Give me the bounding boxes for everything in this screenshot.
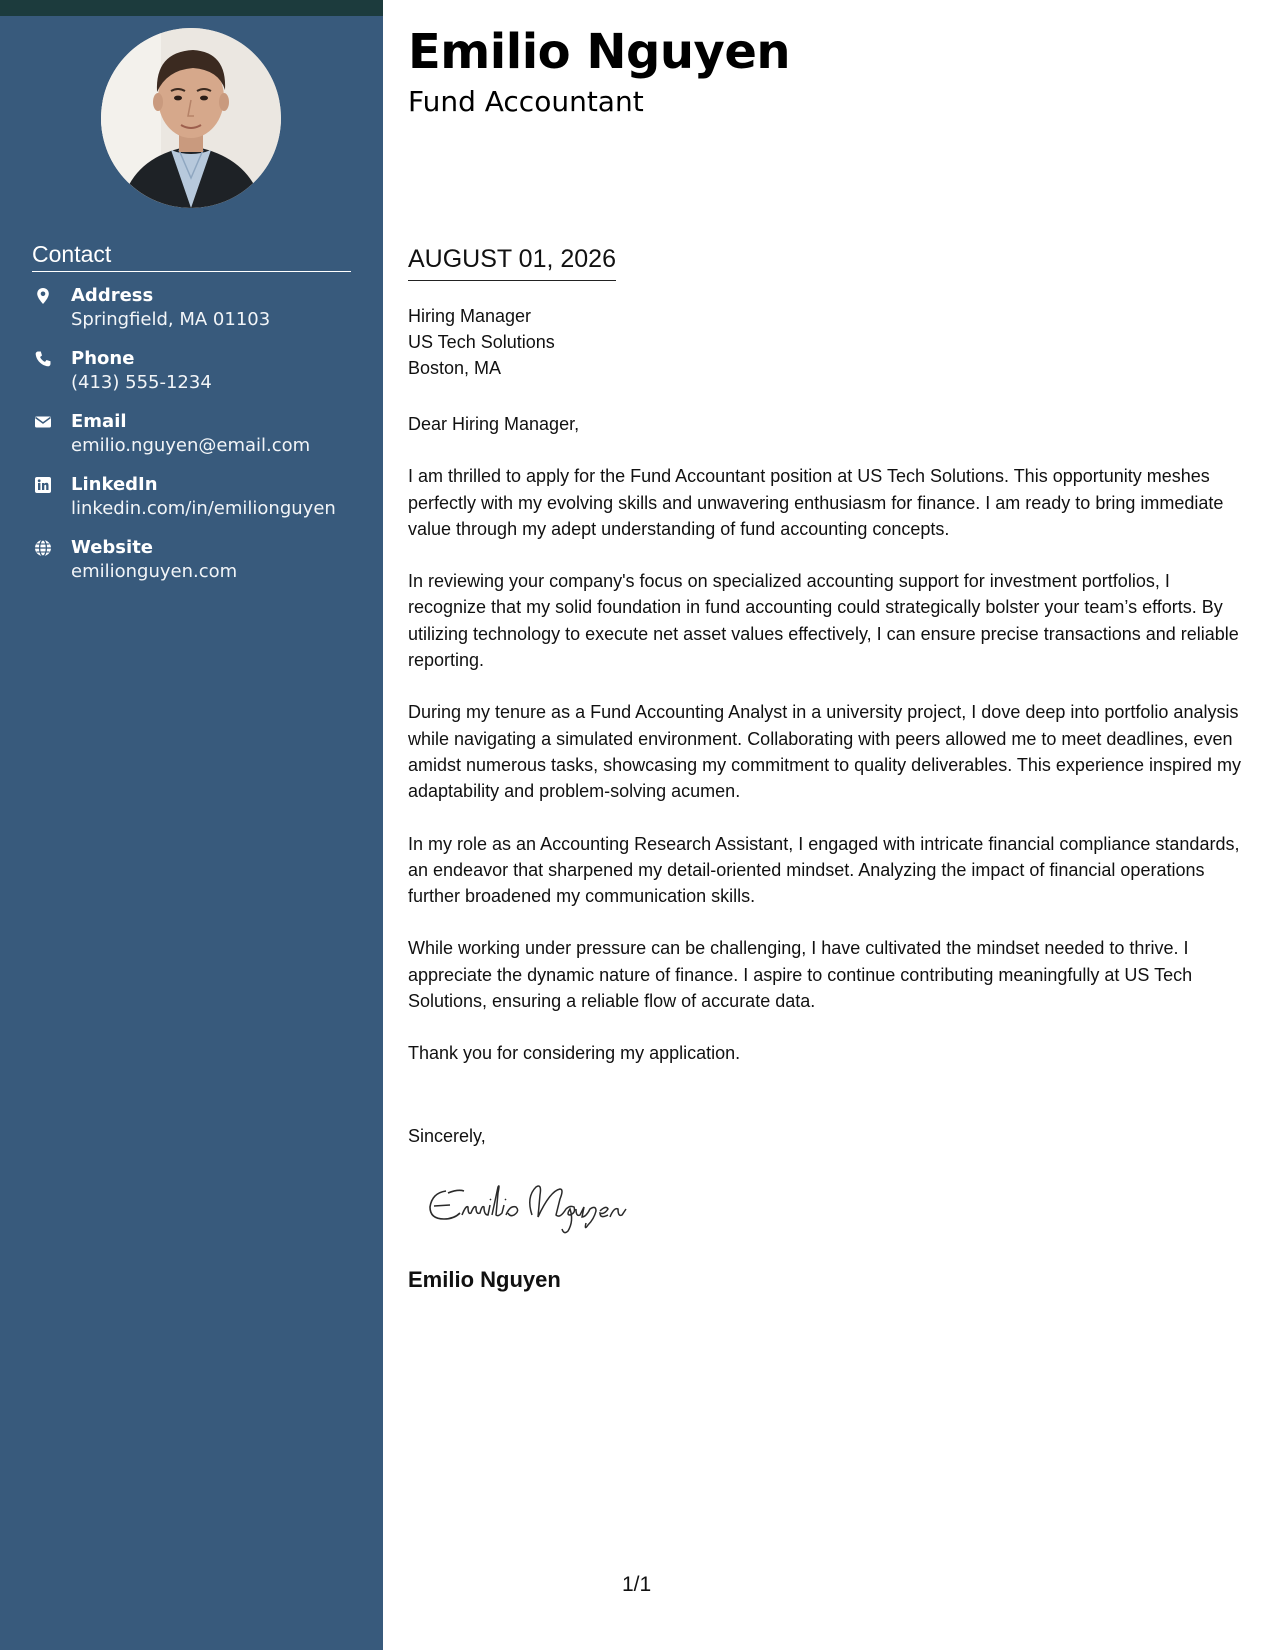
contact-label: Phone (71, 348, 135, 369)
applicant-title: Fund Accountant (408, 85, 644, 118)
contact-address (32, 284, 362, 347)
contact-value: Springfield, MA 01103 (71, 309, 271, 330)
map-pin-icon (34, 287, 52, 305)
salutation: Dear Hiring Manager, (408, 414, 580, 434)
contact-heading: Contact (32, 240, 351, 272)
contact-value[interactable]: emilionguyen.com (71, 561, 238, 582)
contact-label: LinkedIn (71, 474, 158, 495)
contact-label: Address (71, 285, 154, 306)
contact-list (32, 284, 362, 599)
applicant-name: Emilio Nguyen (408, 24, 791, 80)
contact-label: Email (71, 411, 127, 432)
contact-website (32, 536, 362, 599)
letter-paragraph: During my tenure as a Fund Accounting Analyst in a university project, I dove deep into portfolio analysis while navigating a simulated environment. Collaborating with peers allowed me to meet deadlines, even amidst numerous tasks, showcasing my commitment to quality deliverables. This experience inspired my adaptability and problem-solving acumen. (408, 702, 1242, 802)
signer-name: Emilio Nguyen (408, 1267, 561, 1292)
handwritten-signature (424, 1175, 664, 1235)
letter-paragraph: I am thrilled to apply for the Fund Accountant position at US Tech Solutions. This opportunity meshes perfectly with my evolving skills and unwavering enthusiasm for finance. I am ready to bring immediate value through my adept understanding of fund accounting concepts. (408, 466, 1224, 539)
recipient-name: Hiring Manager (408, 306, 532, 326)
contact-value[interactable]: linkedin.com/in/emilionguyen (71, 498, 336, 519)
contact-email (32, 410, 362, 473)
letter-paragraph: Thank you for considering my application. (408, 1043, 741, 1064)
recipient-location: Boston, MA (408, 358, 502, 378)
email-icon (34, 413, 52, 431)
page-number: 1/1 (622, 1573, 652, 1596)
letter-paragraph: In my role as an Accounting Research Assistant, I engaged with intricate financial compliance standards, an endeavor that sharpened my detail-oriented mindset. Analyzing the impact of financial operations further broadened my communication skills. (408, 833, 1240, 907)
phone-icon (34, 350, 52, 368)
linkedin-icon (34, 476, 52, 494)
contact-linkedin (32, 473, 362, 536)
letter-body (408, 411, 1248, 1093)
globe-icon (34, 539, 52, 557)
recipient-block (408, 303, 555, 381)
letter-date: AUGUST 01, 2026 (408, 244, 616, 281)
letter-paragraph: While working under pressure can be challenging, I have cultivated the mindset needed to thrive. I appreciate the dynamic nature of finance. I aspire to continue contributing meaningfully at US Tech Solutions, ensuring a reliable flow of accurate data. (408, 938, 1193, 1012)
letter-paragraph: In reviewing your company's focus on specialized accounting support for investment portfolios, I recognize that my solid foundation in fund accounting could strategically bolster your team’s efforts. By utilizing technology to execute net asset values effectively, I can ensure precise transactions and reliable reporting. (408, 571, 1239, 671)
profile-photo (101, 28, 281, 208)
sidebar (0, 0, 383, 1650)
contact-phone (32, 347, 362, 410)
contact-label: Website (71, 537, 154, 558)
contact-value: emilio.nguyen@email.com (71, 435, 311, 456)
sidebar-top-bar (0, 0, 383, 16)
recipient-company: US Tech Solutions (408, 332, 555, 352)
contact-value: (413) 555-1234 (71, 372, 212, 393)
closing: Sincerely, (408, 1126, 486, 1146)
